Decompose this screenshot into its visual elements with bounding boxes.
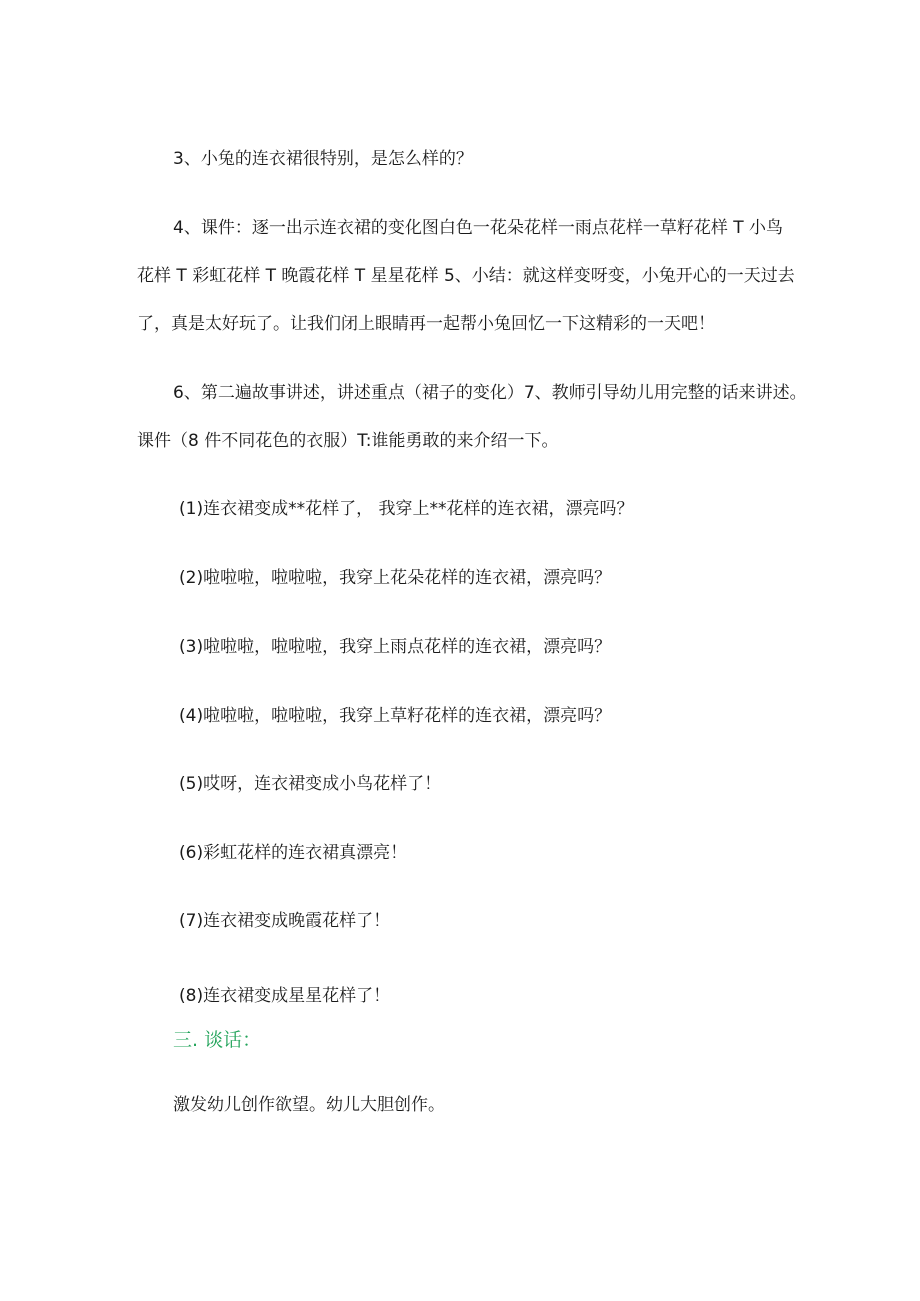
- list-item-3: (3)啦啦啦，啦啦啦，我穿上雨点花样的连衣裙，漂亮吗？: [179, 637, 612, 657]
- paragraph-6-line-2: 课件（8 件不同花色的衣服）T:谁能勇敢的来介绍一下。: [137, 431, 559, 451]
- list-item-5: (5)哎呀，连衣裙变成小鸟花样了！: [179, 774, 442, 794]
- paragraph-3: 3、小兔的连衣裙很特别，是怎么样的？: [173, 149, 473, 169]
- list-item-6: (6)彩虹花样的连衣裙真漂亮！: [179, 843, 408, 863]
- list-item-4: (4)啦啦啦，啦啦啦，我穿上草籽花样的连衣裙，漂亮吗？: [179, 706, 612, 726]
- list-item-7: (7)连衣裙变成晚霞花样了！: [179, 911, 391, 931]
- closing-paragraph: 激发幼儿创作欲望。幼儿大胆创作。: [173, 1095, 445, 1115]
- paragraph-6-line-1: 6、第二遍故事讲述，讲述重点（裙子的变化）7、教师引导幼儿用完整的话来讲述。: [173, 383, 807, 403]
- section-3-heading: 三. 谈话：: [173, 1029, 262, 1051]
- list-item-8: (8)连衣裙变成星星花样了！: [179, 986, 391, 1006]
- paragraph-4-line-1: 4、课件：逐一出示连衣裙的变化图白色一花朵花样一雨点花样一草籽花样 T 小鸟: [173, 218, 784, 238]
- list-item-1: (1)连衣裙变成**花样了， 我穿上**花样的连衣裙，漂亮吗？: [179, 499, 634, 519]
- paragraph-4-line-3: 了，真是太好玩了。让我们闭上眼睛再一起帮小兔回忆一下这精彩的一天吧！: [137, 314, 715, 334]
- paragraph-4-line-2: 花样 T 彩虹花样 T 晚霞花样 T 星星花样 5、小结：就这样变呀变，小兔开心的一天过去: [137, 266, 795, 286]
- list-item-2: (2)啦啦啦，啦啦啦，我穿上花朵花样的连衣裙，漂亮吗？: [179, 568, 612, 588]
